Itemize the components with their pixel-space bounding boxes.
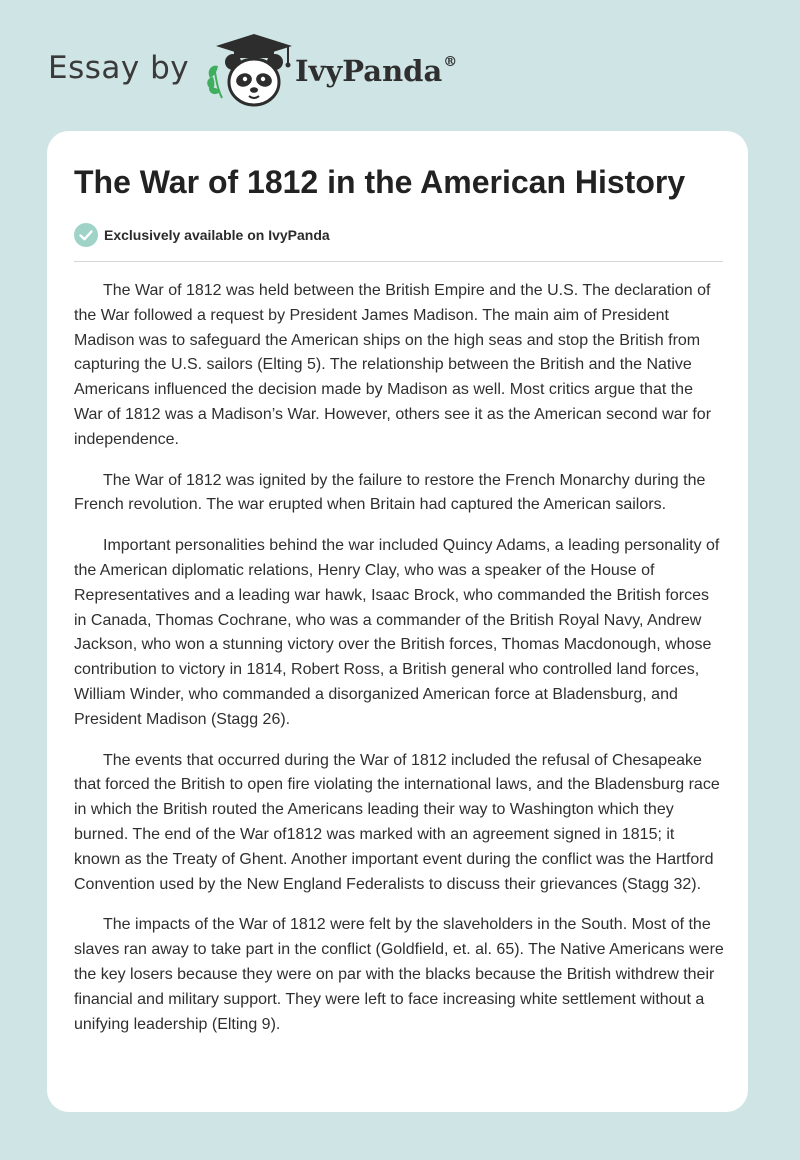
registered-mark: ®	[443, 54, 458, 71]
paragraph: The impacts of the War of 1812 were felt by the slaveholders in the South. Most of the slaves ran away to take part in the conflict (Goldfield, et. al. 65). The Native Americans were the key losers because they were on par with the blacks because the British withdrew their financial and military support. They were left to face increasing white settlement without a unifying leadership (Elting 9).	[74, 916, 724, 1033]
exclusive-badge-label: Exclusively available on IvyPanda	[104, 227, 330, 243]
essay-by-label: Essay by	[48, 50, 190, 86]
exclusive-badge	[74, 222, 330, 248]
brand-name-text: IvyPanda	[295, 54, 443, 88]
page-title: The War of 1812 in the American History	[74, 164, 686, 200]
brand-name[interactable]	[295, 54, 457, 88]
essay-card	[47, 131, 748, 1112]
site-header	[48, 30, 568, 110]
paragraph: Important personalities behind the war included Quincy Adams, a leading personality of the American diplomatic relations, Henry Clay, who was a speaker of the House of Representatives and a leading war hawk, Isaac Brock, who commanded the British forces in Canada, Thomas Cochrane, who was a commander of the British Royal Navy, Andrew Jackson, who won a stunning victory over the British forces, Thomas Macdonough, whose contribution to victory in 1814, Robert Ross, a British general who controlled land forces, William Winder, who commanded a disorganized American force at Bladensburg, and President Madison (Stagg 26).	[74, 537, 720, 728]
essay-body	[74, 279, 724, 1053]
paragraph: The War of 1812 was held between the British Empire and the U.S. The declaration of the War followed a request by President James Madison. The main aim of President Madison was to safeguard the American ships on the high seas and stop the British from capturing the U.S. sailors (Elting 5). The relationship between the British and the Native Americans influenced the decision made by Madison as well. Most critics argue that the War of 1812 was a Madison’s War. However, others see it as the American second war for independence.	[74, 282, 712, 448]
panda-graduate-icon[interactable]	[200, 30, 296, 110]
paragraph: The events that occurred during the War of 1812 included the refusal of Chesapeake that forced the British to open fire violating the international laws, and the Bladensburg race in which the British routed the Americans leading their way to Washington which they burned. The end of the War of1812 was marked with an agreement signed in 1815; it known as the Treaty of Ghent. Another important event during the conflict was the Hartford Convention used by the New England Federalists to discuss their grievances (Stagg 32).	[74, 751, 720, 893]
check-circle-icon	[74, 223, 98, 247]
paragraph: The War of 1812 was ignited by the failure to restore the French Monarchy during the French revolution. The war erupted when Britain had captured the American sailors.	[74, 471, 706, 514]
title-divider	[74, 261, 723, 262]
